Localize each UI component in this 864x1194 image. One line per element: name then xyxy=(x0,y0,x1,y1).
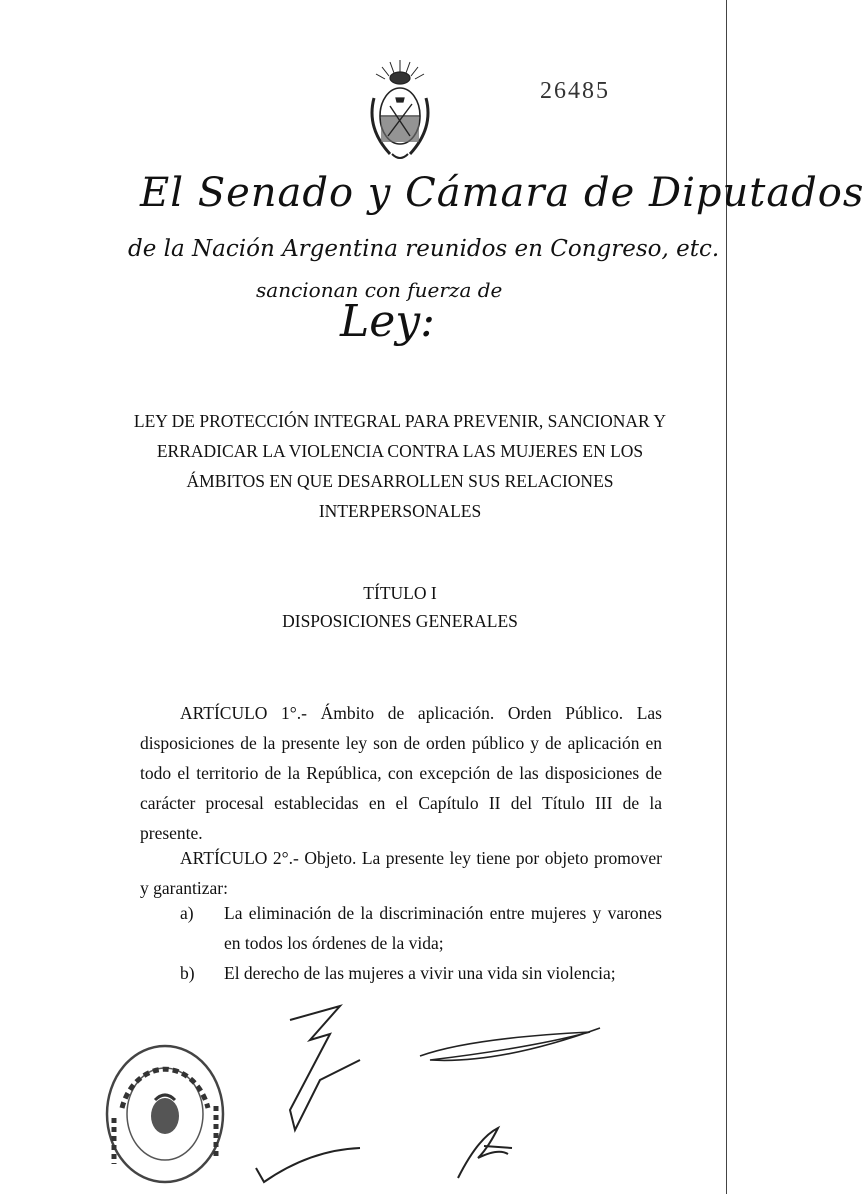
titulo-number: TÍTULO I xyxy=(363,583,437,603)
law-title-line4: INTERPERSONALES xyxy=(318,501,482,521)
item-label: b) xyxy=(180,963,195,983)
heading-script-line2: de la Nación Argentina reunidos en Congreso, etc. xyxy=(128,236,720,262)
document-number: 26485 xyxy=(540,78,610,104)
signature-1-icon xyxy=(250,1000,380,1188)
article-1: ARTÍCULO 1°.- Ámbito de aplicación. Orden Público. Las disposiciones de la presente ley son de orden público y de aplicación en todo el territorio de la República, con excepción de las disposiciones de carácter procesal establecidas en el Capítulo II del Título III de la presente. xyxy=(140,703,662,843)
law-title-line2: ERRADICAR LA VIOLENCIA CONTRA LAS MUJERES EN LOS xyxy=(156,441,644,461)
item-label: a) xyxy=(180,903,194,923)
law-title-line1: LEY DE PROTECCIÓN INTEGRAL PARA PREVENIR, SANCIONAR Y xyxy=(133,411,667,431)
coat-of-arms-icon xyxy=(360,58,440,166)
heading-script-line3: sancionan con fuerza de xyxy=(256,278,503,302)
heading-script-line1: El Senado y Cámara de Diputados xyxy=(140,170,864,216)
heading-script-ley: Ley: xyxy=(340,296,435,347)
signature-2-icon xyxy=(410,1008,610,1070)
signature-3-icon xyxy=(448,1118,518,1184)
titulo-name: DISPOSICIONES GENERALES xyxy=(282,611,518,631)
item-text: La eliminación de la discriminación entre mujeres y varones en todos los órdenes de la vida; xyxy=(224,903,662,953)
item-text: El derecho de las mujeres a vivir una vida sin violencia; xyxy=(224,963,616,983)
law-title-line3: ÁMBITOS EN QUE DESARROLLEN SUS RELACIONES xyxy=(186,471,614,491)
article-2-intro: ARTÍCULO 2°.- Objeto. La presente ley tiene por objeto promover y garantizar: xyxy=(140,848,662,898)
official-seal-icon xyxy=(100,1036,230,1186)
law-title xyxy=(100,406,700,526)
